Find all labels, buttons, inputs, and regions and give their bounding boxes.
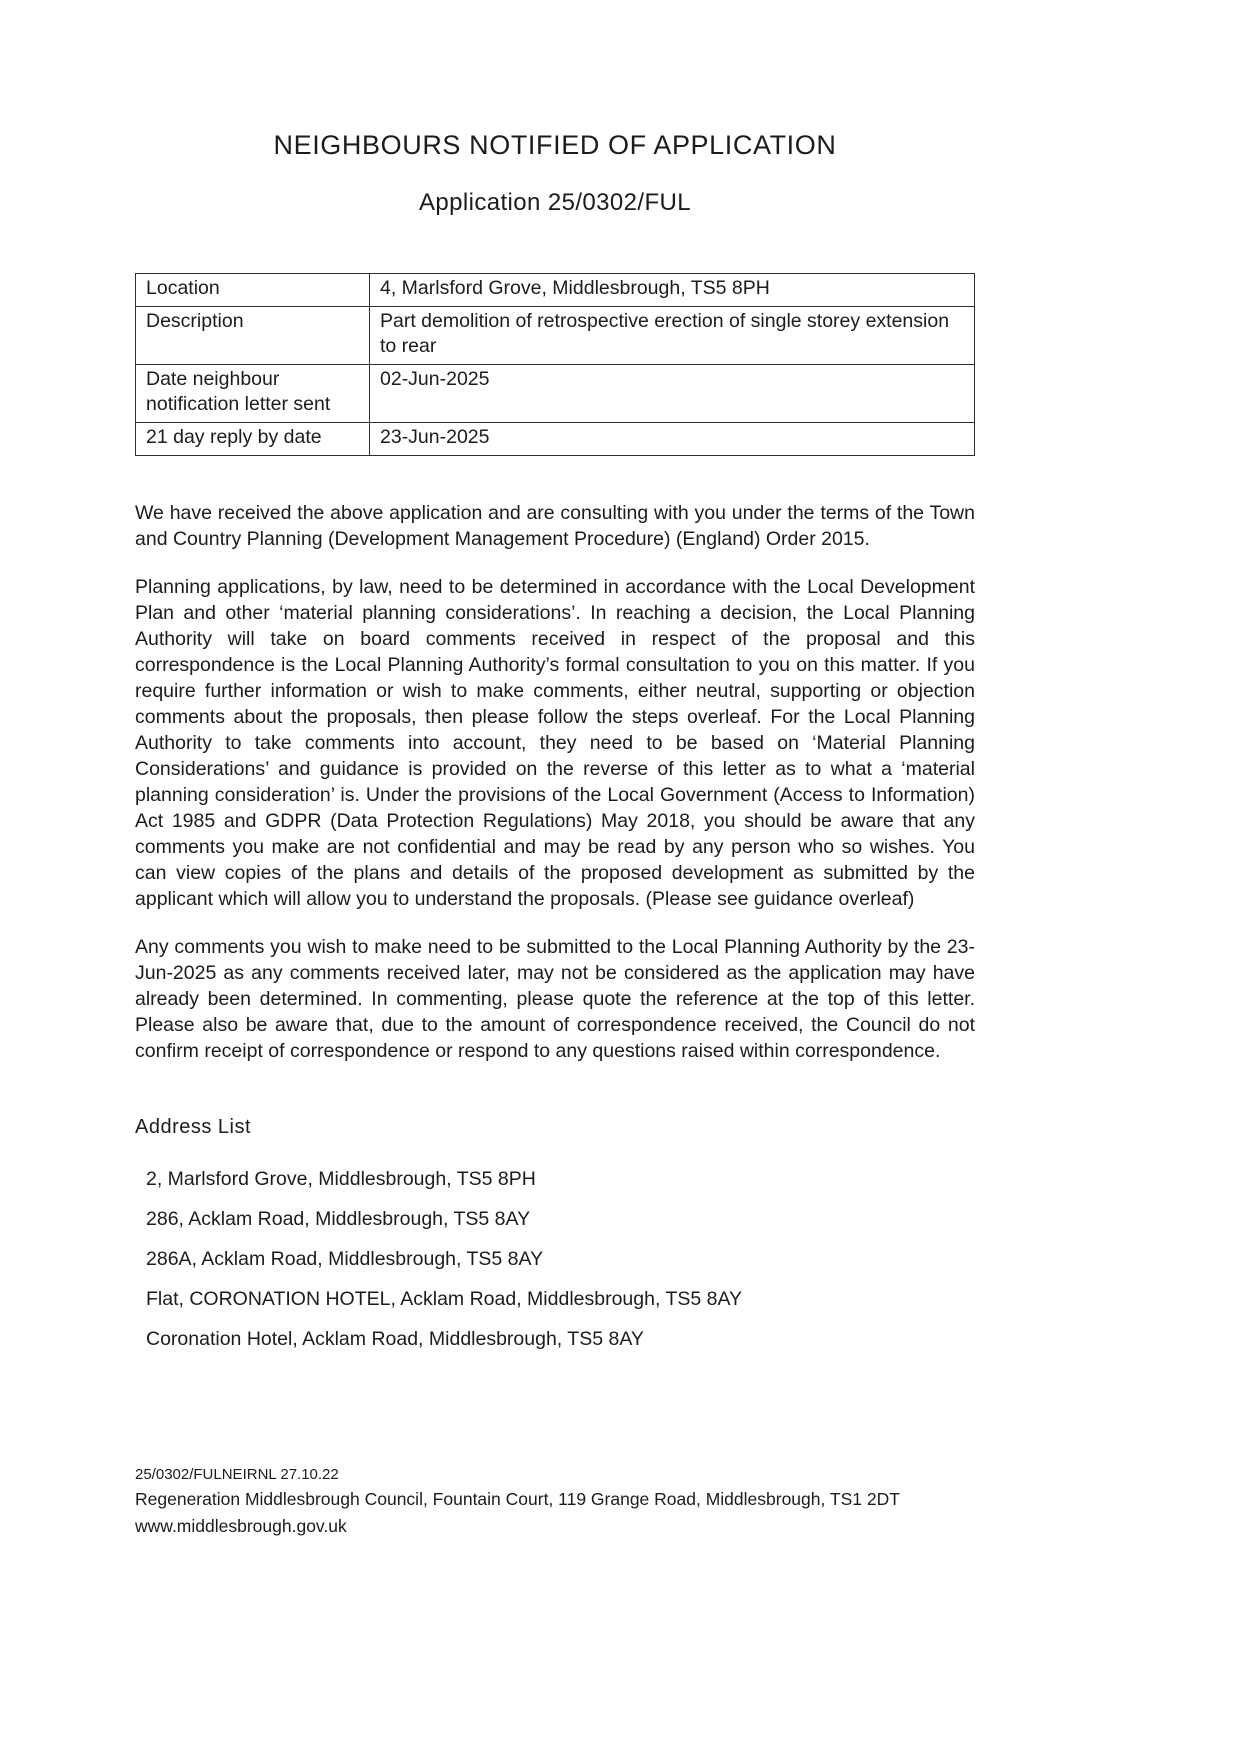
footer-address: Regeneration Middlesbrough Council, Fountain Court, 119 Grange Road, Middlesbrough, TS1 2DT — [135, 1489, 900, 1509]
row-value: 02-Jun-2025 — [370, 365, 975, 423]
row-label: 21 day reply by date — [136, 423, 370, 456]
row-label: Date neighbour notification letter sent — [136, 365, 370, 423]
address-list-item: Coronation Hotel, Acklam Road, Middlesbrough, TS5 8AY — [146, 1328, 644, 1350]
table-row — [136, 365, 975, 423]
row-label: Location — [136, 274, 370, 307]
row-value: 23-Jun-2025 — [370, 423, 975, 456]
table-row — [136, 274, 975, 307]
address-list-item: 286A, Acklam Road, Middlesbrough, TS5 8AY — [146, 1248, 544, 1270]
paragraph: Any comments you wish to make need to be submitted to the Local Planning Authority by the 23-Jun-2025 as any comments received later, may not be considered as the application may have already been determined. In commenting, please quote the reference at the top of this letter. Please also be aware that, due to the amount of correspondence received, the Council do not confirm receipt of correspondence or respond to any questions raised within correspondence. — [135, 936, 975, 1062]
letter-footer — [135, 1464, 975, 1540]
row-label: Description — [136, 307, 370, 365]
paragraph: We have received the above application and are consulting with you under the terms of the Town and Country Planning (Development Management Procedure) (England) Order 2015. — [135, 502, 975, 550]
address-list-item: 286, Acklam Road, Middlesbrough, TS5 8AY — [146, 1208, 531, 1230]
letter-content — [135, 130, 975, 1540]
row-value: Part demolition of retrospective erection of single storey extension to rear — [370, 307, 975, 365]
address-list-item: 2, Marlsford Grove, Middlesbrough, TS5 8PH — [146, 1168, 536, 1190]
address-list-heading: Address List — [135, 1116, 252, 1138]
details-table — [135, 273, 975, 456]
footer-website: www.middlesbrough.gov.uk — [135, 1516, 347, 1536]
letter-subtitle: Application 25/0302/FUL — [418, 189, 692, 216]
address-list-item: Flat, CORONATION HOTEL, Acklam Road, Middlesbrough, TS5 8AY — [146, 1288, 743, 1310]
table-row — [136, 423, 975, 456]
address-list-section — [135, 1116, 975, 1352]
row-value: 4, Marlsford Grove, Middlesbrough, TS5 8PH — [370, 274, 975, 307]
paragraph: Planning applications, by law, need to be determined in accordance with the Local Development Plan and other ‘material planning considerations’. In reaching a decision, the Local Planning Authority will take on board comments received in respect of the proposal and this correspondence is the Local Planning Authority’s formal consultation to you on this matter. If you require further information or wish to make comments, either neutral, supporting or objection comments about the proposals, then please follow the steps overleaf. For the Local Planning Authority to take comments into account, they need to be based on ‘Material Planning Considerations’ and guidance is provided on the reverse of this letter as to what a ‘material planning consideration’ is. Under the provisions of the Local Government (Access to Information) Act 1985 and GDPR (Data Protection Regulations) May 2018, you should be aware that any comments you make are not confidential and may be read by any person who so wishes. You can view copies of the plans and details of the proposed development as submitted by the applicant which will allow you to understand the proposals. (Please see guidance overleaf) — [135, 576, 975, 910]
table-row — [136, 307, 975, 365]
letter-title: NEIGHBOURS NOTIFIED OF APPLICATION — [273, 130, 837, 160]
footer-reference: 25/0302/FULNEIRNL 27.10.22 — [135, 1466, 339, 1483]
letter-body — [135, 500, 975, 1064]
